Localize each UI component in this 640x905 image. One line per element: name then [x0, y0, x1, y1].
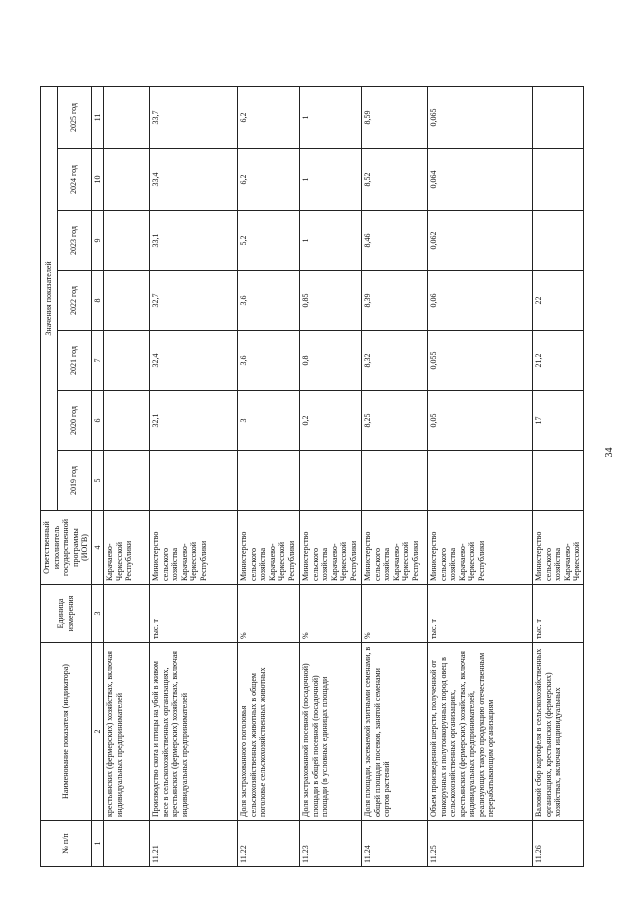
header-year: 2019 год	[57, 451, 91, 511]
value-cell: 0,064	[428, 149, 533, 211]
value-cell	[533, 86, 584, 148]
table-row	[362, 86, 428, 866]
value-cell	[104, 451, 150, 511]
value-cell: 32,1	[150, 391, 238, 451]
value-cell: 17	[533, 391, 584, 451]
value-cell	[104, 391, 150, 451]
value-cell	[533, 211, 584, 271]
header-year: 2024 год	[57, 149, 91, 211]
value-cell	[533, 149, 584, 211]
responsible-cell: Министерство сельского хозяйства Карачаево-Черкесской Республики	[362, 511, 428, 585]
value-cell: 32,4	[150, 331, 238, 391]
value-cell	[238, 451, 300, 511]
responsible-cell: Министерство сельского хозяйства Карачаево-Черкесской	[533, 511, 584, 585]
row-number: 11.24	[362, 821, 428, 867]
indicator-name: Объем произведенной шерсти, полученной от тонкорунных и полутонкорунных пород овец в сельскохозяйственных организациях, крестьянских (фермерских) хозяйствах, включая индивидуальных предпринимателей, реализующих такую продукцию отечественным перерабатывающим организациям	[428, 643, 533, 821]
value-cell: 8,39	[362, 271, 428, 331]
value-cell: 0,85	[300, 271, 362, 331]
indicator-name: Производство скота и птицы на убой в живом весе в сельскохозяйственных организациях, крестьянских (фермерских) хозяйствах, включая индивидуальных предпринимателей	[150, 643, 238, 821]
table-row	[150, 86, 238, 866]
value-cell: 8,46	[362, 211, 428, 271]
column-number: 11	[91, 86, 104, 148]
value-cell: 5,2	[238, 211, 300, 271]
header-year: 2020 год	[57, 391, 91, 451]
value-cell: 0,05	[428, 391, 533, 451]
table-row	[428, 86, 533, 866]
header-values: Значения показателей	[41, 86, 58, 510]
value-cell: 0,065	[428, 86, 533, 148]
value-cell: 33,7	[150, 86, 238, 148]
column-number: 1	[91, 821, 104, 867]
value-cell	[428, 451, 533, 511]
value-cell: 8,25	[362, 391, 428, 451]
table-row	[300, 86, 362, 866]
value-cell	[362, 451, 428, 511]
header-year: 2021 год	[57, 331, 91, 391]
column-number: 6	[91, 391, 104, 451]
indicator-name: Доля застрахованной посевной (посадочной) площади в общей посевной (посадочной) площади (в условных единицах площади	[300, 643, 362, 821]
value-cell	[104, 271, 150, 331]
column-number: 4	[91, 511, 104, 585]
unit-cell: тыс. т	[150, 585, 238, 643]
indicator-name: Доля застрахованного поголовья сельскохозяйственных животных в общем поголовье сельскохозяйственных животных	[238, 643, 300, 821]
header-unit: Единица измерения	[41, 585, 92, 643]
table-row	[238, 86, 300, 866]
value-cell: 8,32	[362, 331, 428, 391]
value-cell: 1	[300, 211, 362, 271]
responsible-cell: Министерство сельского хозяйства Карачаево-Черкесской Республики	[238, 511, 300, 585]
value-cell	[104, 331, 150, 391]
indicator-name: Доля площади, засеваемой элитными семенами, в общей площади посевов, занятой семенами сортов растений	[362, 643, 428, 821]
unit-cell: тыс. т	[533, 585, 584, 643]
value-cell	[104, 86, 150, 148]
row-number: 11.26	[533, 821, 584, 867]
value-cell	[533, 451, 584, 511]
value-cell	[104, 149, 150, 211]
value-cell: 22	[533, 271, 584, 331]
indicator-name: крестьянских (фермерских) хозяйствах, включая индивидуальных предпринимателей	[104, 643, 150, 821]
value-cell: 0,062	[428, 211, 533, 271]
header-num: № п/п	[41, 821, 92, 867]
value-cell: 21,2	[533, 331, 584, 391]
unit-cell: %	[300, 585, 362, 643]
row-number: 11.21	[150, 821, 238, 867]
indicators-table	[40, 86, 584, 867]
table-row	[104, 86, 150, 866]
column-number: 9	[91, 211, 104, 271]
column-number: 8	[91, 271, 104, 331]
value-cell: 8,52	[362, 149, 428, 211]
indicator-name: Валовой сбор картофеля в сельскохозяйственных организациях, крестьянских (фермерских) хозяйствах, включая индивидуальных	[533, 643, 584, 821]
value-cell: 0,055	[428, 331, 533, 391]
page-number: 34	[604, 447, 615, 458]
value-cell: 6,2	[238, 86, 300, 148]
value-cell: 33,1	[150, 211, 238, 271]
value-cell	[300, 451, 362, 511]
value-cell: 0,2	[300, 391, 362, 451]
value-cell: 1	[300, 149, 362, 211]
column-number: 10	[91, 149, 104, 211]
table-row	[533, 86, 584, 866]
row-number: 11.23	[300, 821, 362, 867]
row-number	[104, 821, 150, 867]
value-cell: 1	[300, 86, 362, 148]
value-cell	[104, 211, 150, 271]
value-cell: 6,2	[238, 149, 300, 211]
column-number: 2	[91, 643, 104, 821]
column-number: 7	[91, 331, 104, 391]
value-cell: 0,06	[428, 271, 533, 331]
unit-cell: тыс. т	[428, 585, 533, 643]
value-cell: 8,59	[362, 86, 428, 148]
unit-cell: %	[362, 585, 428, 643]
header-responsible: Ответственный исполнитель государственной программы (ИОГВ)	[41, 511, 92, 585]
value-cell	[150, 451, 238, 511]
row-number: 11.22	[238, 821, 300, 867]
header-year: 2025 год	[57, 86, 91, 148]
responsible-cell: Карачаево-Черкесской Республики	[104, 511, 150, 585]
value-cell: 33,4	[150, 149, 238, 211]
responsible-cell: Министерство сельского хозяйства Карачаево-Черкесской Республики	[150, 511, 238, 585]
row-number: 11.25	[428, 821, 533, 867]
header-year: 2023 год	[57, 211, 91, 271]
value-cell: 3,6	[238, 331, 300, 391]
unit-cell: %	[238, 585, 300, 643]
header-name: Наименование показателя (индикатора)	[41, 643, 92, 821]
responsible-cell: Министерство сельского хозяйства Карачаево-Черкесской Республики	[428, 511, 533, 585]
unit-cell	[104, 585, 150, 643]
responsible-cell: Министерство сельского хозяйства Карачаево-Черкесской Республики	[300, 511, 362, 585]
header-year: 2022 год	[57, 271, 91, 331]
value-cell: 3	[238, 391, 300, 451]
value-cell: 0,8	[300, 331, 362, 391]
column-number: 5	[91, 451, 104, 511]
value-cell: 3,6	[238, 271, 300, 331]
column-number: 3	[91, 585, 104, 643]
value-cell: 32,7	[150, 271, 238, 331]
